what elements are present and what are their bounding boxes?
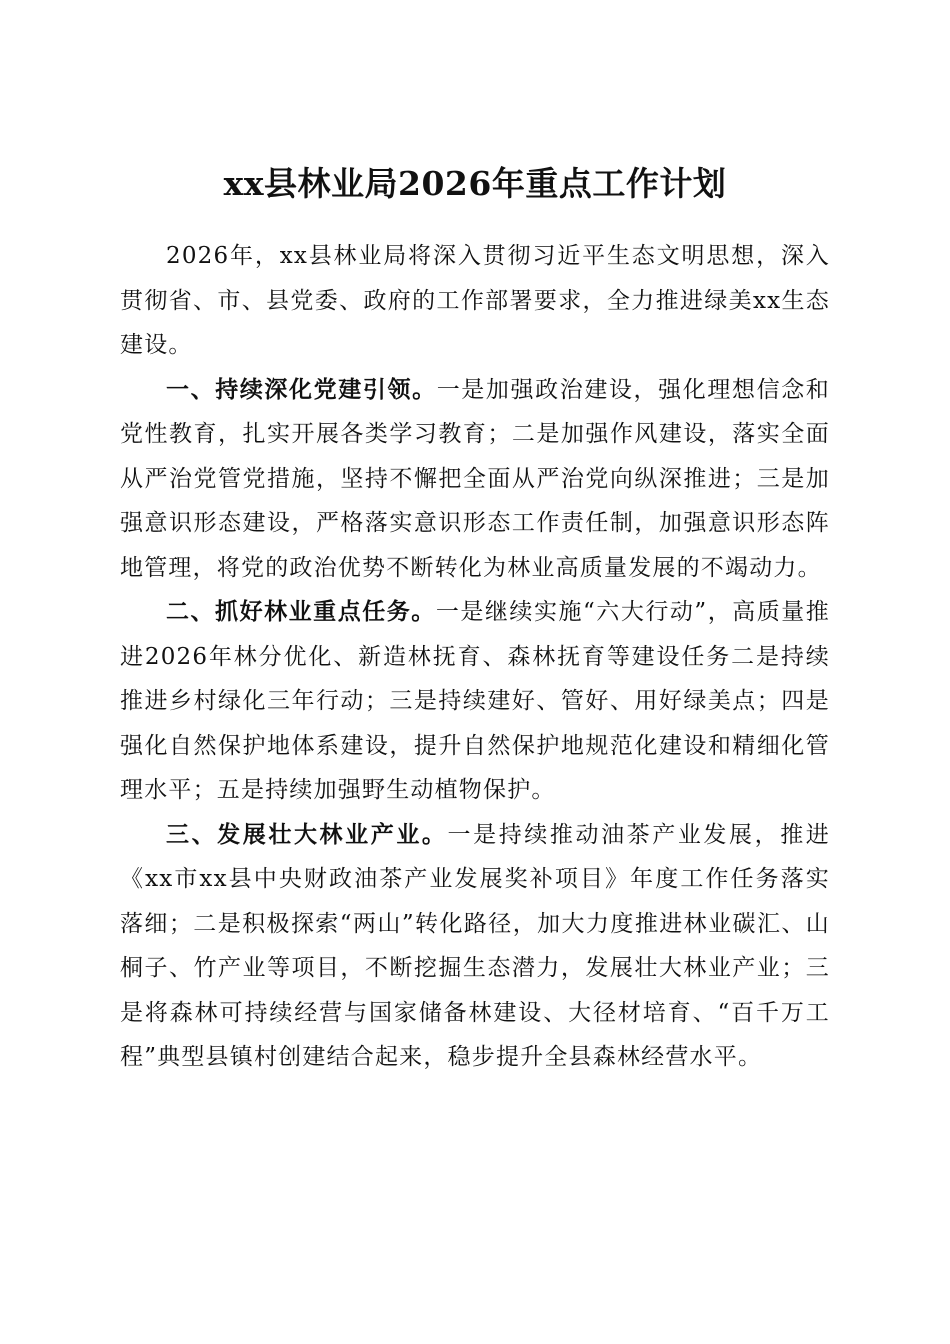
section-heading-3: 三、发展壮大林业产业。 [166,821,448,848]
section-paragraph-3 [120,813,830,1080]
intro-paragraph: 2026年，xx县林业局将深入贯彻习近平生态文明思想，深入贯彻省、市、县党委、政府的工作部署要求，全力推进绿美xx生态建设。 [120,243,830,358]
section-paragraph-2 [120,590,830,813]
section-body-2: 一是继续实施“六大行动”，高质量推进2026年林分优化、新造林抚育、森林抚育等建设任务二是持续推进乡村绿化三年行动；三是持续建好、管好、用好绿美点；四是强化自然保护地体系建设，提升自然保护地规范化建设和精细化管理水平；五是持续加强野生动植物保护。 [120,599,831,803]
section-heading-2: 二、抓好林业重点任务。 [166,599,436,625]
document-body [120,234,830,1080]
section-paragraph-1 [120,368,830,591]
section-heading-1: 一、持续深化党建引领。 [166,376,437,403]
section-body-3: 一是持续推动油茶产业发展，推进《xx市xx县中央财政油茶产业发展奖补项目》年度工作任务落实落细；二是积极探索“两山”转化路径，加大力度推进林业碳汇、山桐子、竹产业等项目，不断挖掘生态潜力，发展壮大林业产业；三是将森林可持续经营与国家储备林建设、大径材培育、“百千万工程”典型县镇村创建结合起来，稳步提升全县森林经营水平。 [120,821,831,1070]
section-body-1: 一是加强政治建设，强化理想信念和党性教育，扎实开展各类学习教育；二是加强作风建设，落实全面从严治党管党措施，坚持不懈把全面从严治党向纵深推进；三是加强意识形态建设，严格落实意识形态工作责任制，加强意识形态阵地管理，将党的政治优势不断转化为林业高质量发展的不竭动力。 [120,376,830,581]
document-title: xx县林业局2026年重点工作计划 [223,164,727,204]
